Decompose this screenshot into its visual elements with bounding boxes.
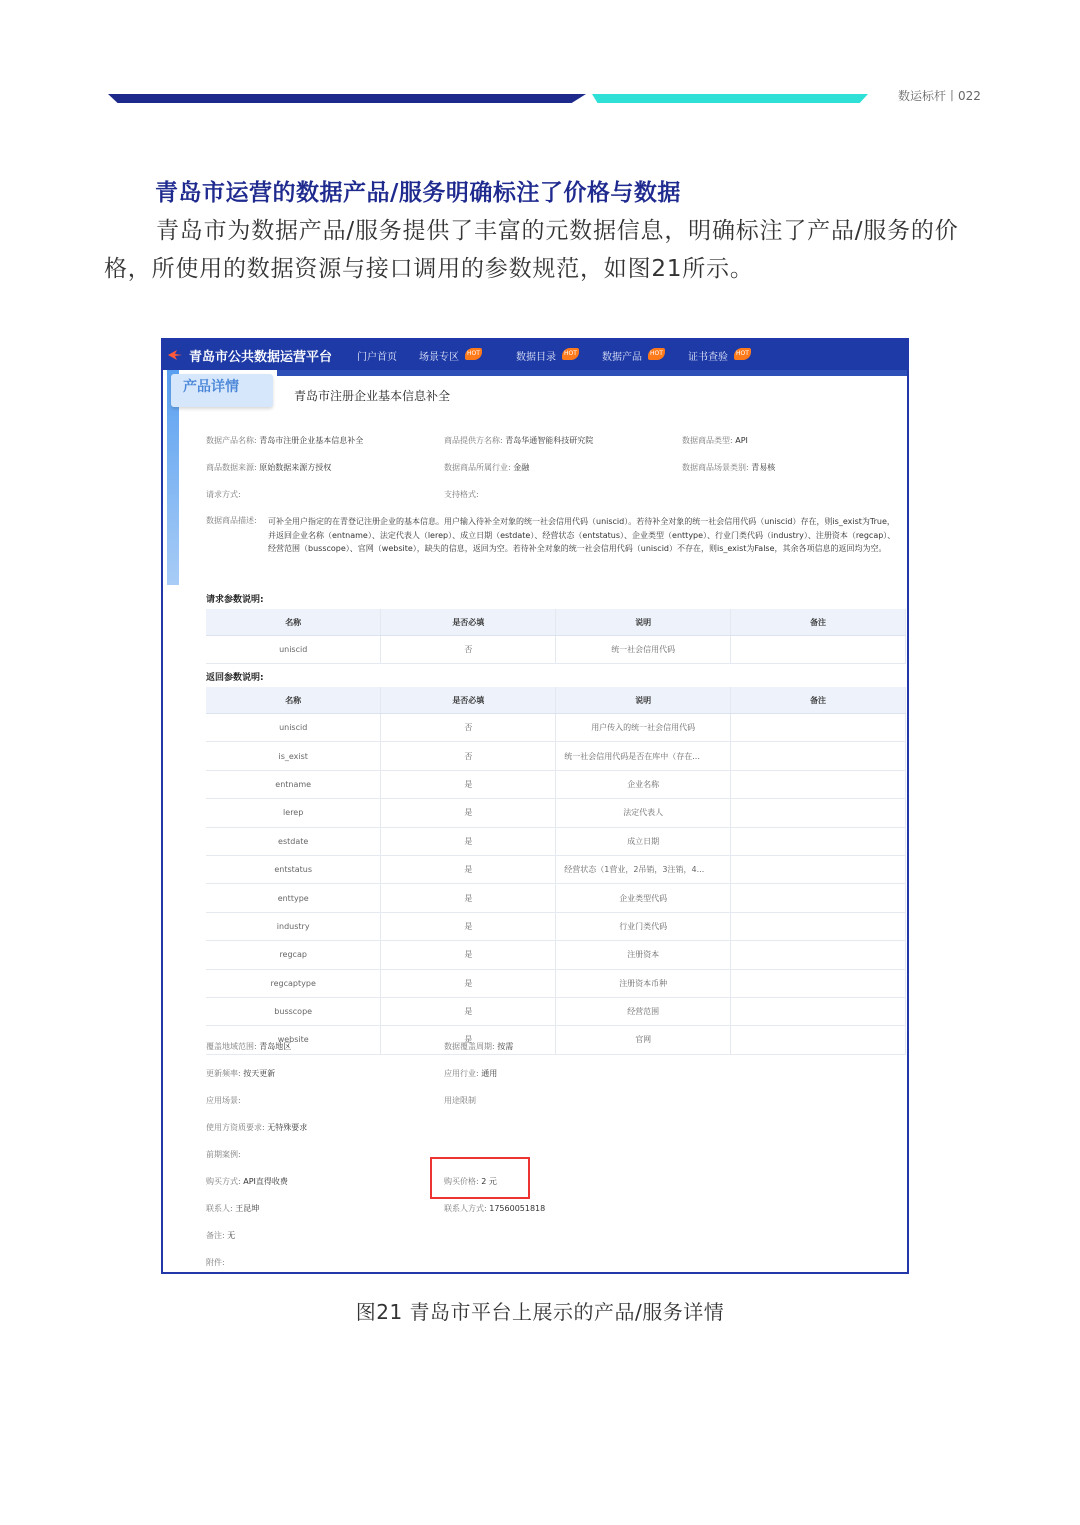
field-note: 备注: 无 xyxy=(206,1231,236,1240)
nav-products[interactable]: 数据产品 xyxy=(602,352,642,363)
hot-badge-icon: HOT xyxy=(734,348,751,360)
table-cell: busscope xyxy=(206,997,381,1025)
logo-icon xyxy=(167,347,183,363)
table-cell: 否 xyxy=(381,636,556,664)
table-cell: 企业类型代码 xyxy=(556,884,731,912)
nav-certificate[interactable]: 证书查验 xyxy=(688,352,728,363)
field-phone: 联系人方式: 17560051818 xyxy=(444,1204,546,1213)
table-row xyxy=(206,884,906,912)
table-cell: 统一社会信用代码 xyxy=(556,636,731,664)
field-buy-method: 购买方式: API直得收费 xyxy=(206,1177,288,1186)
table-cell: 成立日期 xyxy=(556,827,731,855)
field-attachment: 附件: xyxy=(206,1258,225,1267)
table-cell: is_exist xyxy=(206,742,381,770)
table-cell: 法定代表人 xyxy=(556,799,731,827)
table-cell xyxy=(731,969,906,997)
table-cell: 注册资本 xyxy=(556,941,731,969)
field-source: 商品数据来源: 原始数据来源方授权 xyxy=(206,463,332,472)
table-cell: regcaptype xyxy=(206,969,381,997)
table-cell: entstatus xyxy=(206,855,381,883)
hot-badge-icon: HOT xyxy=(648,348,665,360)
column-header: 名称 xyxy=(206,687,381,714)
field-quality: 使用方资质要求: 无特殊要求 xyxy=(206,1123,308,1132)
table-cell xyxy=(731,884,906,912)
table-cell: lerep xyxy=(206,799,381,827)
nav-catalog[interactable]: 数据目录 xyxy=(516,352,556,363)
field-method: 请求方式: xyxy=(206,490,241,499)
table-cell: 统一社会信用代码是否在库中（存在... xyxy=(556,742,731,770)
table-row xyxy=(206,636,906,664)
request-params-table xyxy=(206,609,906,664)
table-cell: 是 xyxy=(381,884,556,912)
table-cell: 是 xyxy=(381,770,556,798)
table-row xyxy=(206,770,906,798)
hot-badge-icon: HOT xyxy=(465,348,482,360)
title-underbar xyxy=(277,370,907,376)
section-heading: 青岛市运营的数据产品/服务明确标注了价格与数据 xyxy=(155,180,681,206)
field-desc-value: 可补全用户指定的在青登记注册企业的基本信息。用户输入待补全对象的统一社会信用代码（uniscid）。若待补全对象的统一社会信用代码（uniscid）存在，则is_exist为True，并返回企业名称（entname）、法定代表人（lerep）、成立日期（estdate）、经营状态（entstatus）、企业类型（enttype）、行业门类代码（industry）、注册资本（regcap）、经营范围（busscope）、官网（website），缺失的信息，返回为空。若待补全对象的统一社会信用代码（uniscid）不存在，则is_exist为False，其余各项信息的返回均为空。 xyxy=(268,517,896,553)
table-cell: 用户传入的统一社会信用代码 xyxy=(556,714,731,742)
table-row xyxy=(206,855,906,883)
table-row xyxy=(206,997,906,1025)
field-frequency: 更新频率: 按天更新 xyxy=(206,1069,276,1078)
field-scene: 数据商品场景类别: 青易核 xyxy=(682,463,776,472)
body-paragraph: 青岛市为数据产品/服务提供了丰富的元数据信息，明确标注了产品/服务的价格，所使用的数据资源与接口调用的参数规范，如图21所示。 xyxy=(104,218,959,282)
field-desc-label: 数据商品描述: xyxy=(206,516,257,525)
table-cell: 否 xyxy=(381,742,556,770)
platform-screenshot xyxy=(161,338,909,1274)
table-cell: industry xyxy=(206,912,381,940)
site-title: 青岛市公共数据运营平台 xyxy=(189,350,333,365)
column-header: 名称 xyxy=(206,609,381,636)
table-cell xyxy=(731,827,906,855)
table-cell xyxy=(731,636,906,664)
table-cell: 是 xyxy=(381,969,556,997)
column-header: 是否必填 xyxy=(381,687,556,714)
table-row xyxy=(206,714,906,742)
table-cell: 否 xyxy=(381,714,556,742)
table-cell: uniscid xyxy=(206,714,381,742)
field-app-scene: 应用场景: xyxy=(206,1096,241,1105)
field-usage-limit: 用途限制 xyxy=(444,1096,476,1105)
field-provider: 商品提供方名称: 青岛华通智能科技研究院 xyxy=(444,436,594,445)
table-cell xyxy=(731,912,906,940)
field-price: 购买价格: 2 元 xyxy=(444,1177,497,1186)
nav-scene[interactable]: 场景专区 xyxy=(419,352,459,363)
hot-badge-icon: HOT xyxy=(562,348,579,360)
table-cell xyxy=(731,855,906,883)
table-cell: 是 xyxy=(381,912,556,940)
table-row xyxy=(206,912,906,940)
column-header: 备注 xyxy=(731,687,906,714)
table-cell: 是 xyxy=(381,799,556,827)
table-cell: website xyxy=(206,1026,381,1054)
column-header: 备注 xyxy=(731,609,906,636)
table-row xyxy=(206,742,906,770)
table-cell: enttype xyxy=(206,884,381,912)
table-cell: 行业门类代码 xyxy=(556,912,731,940)
column-header: 说明 xyxy=(556,609,731,636)
field-industry: 数据商品所属行业: 金融 xyxy=(444,463,530,472)
field-name: 数据产品名称: 青岛市注册企业基本信息补全 xyxy=(206,436,364,445)
column-header: 是否必填 xyxy=(381,609,556,636)
header-bar-light xyxy=(592,94,868,103)
table-cell: 经营状态（1营业，2吊销，3注销，4... xyxy=(556,855,731,883)
field-region: 覆盖地域范围: 青岛地区 xyxy=(206,1042,292,1051)
response-params-label: 返回参数说明: xyxy=(206,673,264,683)
price-highlight-box xyxy=(430,1157,530,1199)
table-cell xyxy=(731,1026,906,1054)
field-cases: 前期案例: xyxy=(206,1150,241,1159)
nav-home[interactable]: 门户首页 xyxy=(357,352,397,363)
table-row xyxy=(206,827,906,855)
field-app-industry: 应用行业: 通用 xyxy=(444,1069,498,1078)
table-row xyxy=(206,969,906,997)
figure-caption: 图21 青岛市平台上展示的产品/服务详情 xyxy=(355,1300,725,1324)
field-period: 数据覆盖周期: 按需 xyxy=(444,1042,514,1051)
page-label: 数运标杆丨022 xyxy=(898,89,981,103)
table-cell: 是 xyxy=(381,855,556,883)
table-cell: 官网 xyxy=(556,1026,731,1054)
table-cell: entname xyxy=(206,770,381,798)
table-cell: 是 xyxy=(381,941,556,969)
table-row xyxy=(206,799,906,827)
table-cell: 注册资本币种 xyxy=(556,969,731,997)
product-title: 青岛市注册企业基本信息补全 xyxy=(294,389,451,403)
table-cell: 是 xyxy=(381,1026,556,1054)
table-cell: 是 xyxy=(381,997,556,1025)
top-nav xyxy=(163,340,907,370)
field-contact: 联系人: 王昆坤 xyxy=(206,1204,260,1213)
column-header: 说明 xyxy=(556,687,731,714)
tab-label: 产品详情 xyxy=(183,379,239,395)
table-cell: uniscid xyxy=(206,636,381,664)
field-type: 数据商品类型: API xyxy=(682,436,748,445)
field-format: 支持格式: xyxy=(444,490,479,499)
table-cell: estdate xyxy=(206,827,381,855)
table-cell xyxy=(731,714,906,742)
table-cell xyxy=(731,997,906,1025)
table-cell xyxy=(731,742,906,770)
table-row xyxy=(206,941,906,969)
response-params-table xyxy=(206,687,906,1055)
table-cell xyxy=(731,941,906,969)
table-row xyxy=(206,1026,906,1054)
table-cell: 是 xyxy=(381,827,556,855)
table-cell: 企业名称 xyxy=(556,770,731,798)
header-bar-dark xyxy=(108,94,586,103)
table-cell: regcap xyxy=(206,941,381,969)
request-params-label: 请求参数说明: xyxy=(206,595,264,605)
table-cell: 经营范围 xyxy=(556,997,731,1025)
table-cell xyxy=(731,770,906,798)
table-cell xyxy=(731,799,906,827)
